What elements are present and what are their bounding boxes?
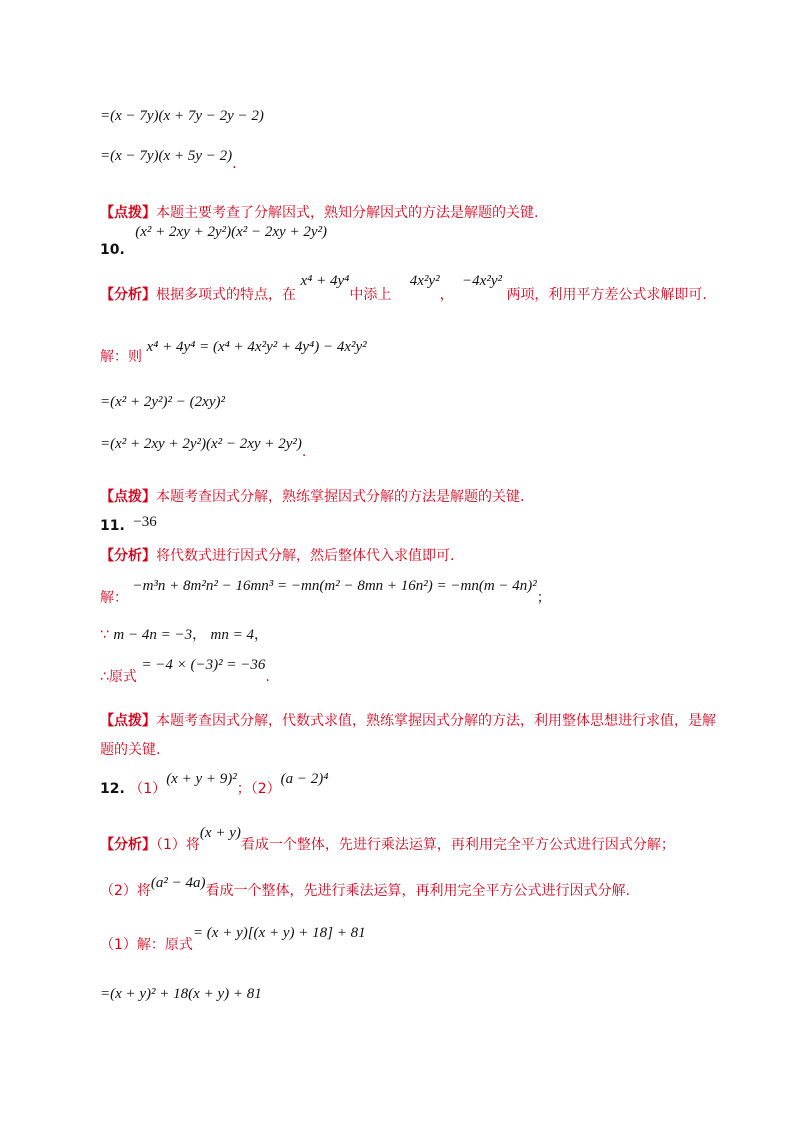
analysis-text: （2）将 xyxy=(100,883,151,899)
solution-line-2 xyxy=(100,148,237,172)
answer-expression: −36 xyxy=(133,514,157,530)
solution-line-1: =(x − 7y)(x + 7y − 2y − 2) xyxy=(100,108,264,124)
analysis-12-line-1 xyxy=(100,822,675,853)
tip-tag: 【点拨】 xyxy=(100,205,156,221)
analysis-12-line-2 xyxy=(100,872,630,899)
math-expression: x⁴ + 4y⁴ = (x⁴ + 4x²y² + 4y⁴) − 4x²y² xyxy=(146,339,367,355)
math-expression: −m³n + 8m²n² − 16mn³ = −mn(m² − 8mn + 16n²) = −mn(m − 4n)² xyxy=(132,578,537,594)
analysis-11 xyxy=(100,545,454,565)
math-expression: mn = 4 xyxy=(210,627,254,643)
part-label: （2） xyxy=(250,781,281,797)
solution-11-line-1 xyxy=(100,575,551,606)
question-10-answer xyxy=(100,224,327,258)
math-expression: −4x²y² xyxy=(462,273,502,289)
question-11-answer xyxy=(100,514,157,534)
punctuation: ； xyxy=(536,590,551,606)
math-expression: = (x + y)[(x + y) + 18] + 81 xyxy=(192,925,366,941)
solution-label: （1）解：原式 xyxy=(100,937,193,953)
math-expression: m − 4n = −3 xyxy=(113,627,193,643)
solution-label: 解：则 xyxy=(100,349,142,365)
analysis-tag: 【分析】 xyxy=(100,837,156,853)
tip-text: 本题考查因式分解，代数式求值，熟练掌握因式分解的方法，利用整体思想进行求值，是解 xyxy=(156,713,716,729)
math-expression: x⁴ + 4y⁴ xyxy=(300,273,350,289)
analysis-tag: 【分析】 xyxy=(100,287,156,303)
period: . xyxy=(265,669,270,685)
math-expression: (x + y) xyxy=(199,825,241,841)
because-symbol: ∵ xyxy=(100,627,109,643)
solution-11-line-3 xyxy=(100,657,270,685)
analysis-text: 将代数式进行因式分解，然后整体代入求值即可. xyxy=(156,548,455,564)
tip-text: 题的关键. xyxy=(100,742,161,758)
tip-11 xyxy=(100,710,716,730)
part-label: （1） xyxy=(129,781,167,797)
analysis-text: 根据多项式的特点，在 xyxy=(156,287,296,303)
solution-12-line-1 xyxy=(100,925,366,953)
punctuation: ； xyxy=(236,781,251,797)
math-expression: =(x² + 2xy + 2y²)(x² − 2xy + 2y²) xyxy=(100,436,302,452)
punctuation: ， xyxy=(192,627,207,643)
tip-10 xyxy=(100,486,524,506)
analysis-text: ， xyxy=(439,287,454,303)
tip-11-continued xyxy=(100,739,160,759)
question-12-answer xyxy=(100,768,329,797)
analysis-text: 两项，利用平方差公式求解即可. xyxy=(506,287,707,303)
math-expression: = −4 × (−3)² = −36 xyxy=(141,657,266,673)
tip-text: 本题考查因式分解，熟练掌握因式分解的方法是解题的关键. xyxy=(156,489,525,505)
solution-10-line-3 xyxy=(100,436,307,460)
math-expression: =(x − 7y)(x + 5y − 2) xyxy=(100,148,233,164)
tip-tag: 【点拨】 xyxy=(100,713,156,729)
analysis-text: 中添上 xyxy=(349,287,392,303)
therefore-label: ∴原式 xyxy=(100,669,137,685)
question-number: 12. xyxy=(100,781,125,797)
answer-expression: (x² + 2xy + 2y²)(x² − 2xy + 2y²) xyxy=(135,224,327,240)
tip-tag: 【点拨】 xyxy=(100,489,156,505)
solution-10-line-2: =(x² + 2y²)² − (2xy)² xyxy=(100,394,225,410)
answer-expression: (x + y + 9)² xyxy=(166,771,237,787)
analysis-10 xyxy=(100,273,707,304)
answer-expression: (a − 2)⁴ xyxy=(280,771,329,787)
period: . xyxy=(232,156,237,172)
analysis-text: 看成一个整体，先进行乘法运算，再利用完全平方公式进行因式分解. xyxy=(205,883,630,899)
analysis-text: （1）将 xyxy=(156,837,200,853)
period: . xyxy=(301,444,307,460)
question-number: 11. xyxy=(100,518,125,534)
punctuation: ， xyxy=(254,627,268,643)
solution-label: 解： xyxy=(100,590,128,606)
tip-text: 本题主要考查了分解因式，熟知分解因式的方法是解题的关键. xyxy=(156,205,539,221)
solution-12-line-2: =(x + y)² + 18(x + y) + 81 xyxy=(100,986,262,1002)
solution-11-line-2 xyxy=(100,624,268,644)
solution-10-line-1 xyxy=(100,336,367,365)
question-number: 10. xyxy=(100,242,125,258)
math-expression: (a² − 4a) xyxy=(150,875,206,891)
analysis-text: 看成一个整体，先进行乘法运算，再利用完全平方公式进行因式分解； xyxy=(240,837,675,853)
math-expression: 4x²y² xyxy=(409,273,440,289)
analysis-tag: 【分析】 xyxy=(100,548,156,564)
tip-9 xyxy=(100,202,538,222)
